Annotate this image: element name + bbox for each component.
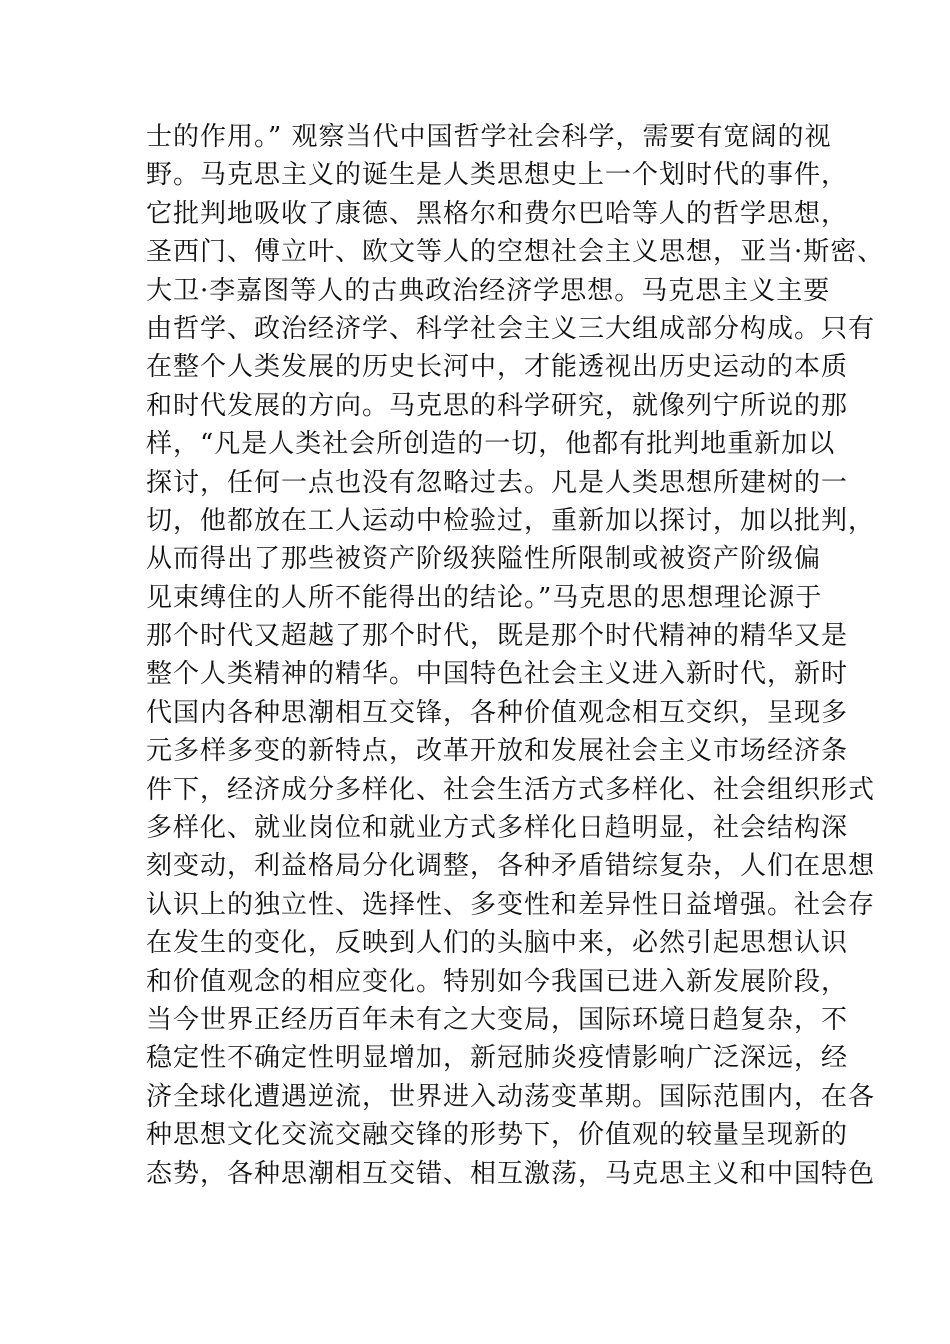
text-line: 态势，各种思潮相互交错、相互激荡，马克思主义和中国特色	[146, 1158, 876, 1189]
text-line: 济全球化遭遇逆流，世界进入动荡变革期。国际范围内，在各	[146, 1081, 876, 1112]
text-line: 多样化、就业岗位和就业方式多样化日趋明显，社会结构深	[146, 813, 849, 844]
text-line: 士的作用。” 观察当代中国哲学社会科学，需要有宽阔的视	[146, 122, 832, 152]
text-line: 种思想文化交流交融交锋的形势下，价值观的较量呈现新的	[146, 1120, 849, 1151]
text-line: 探讨，任何一点也没有忽略过去。凡是人类思想所建树的一	[146, 467, 849, 498]
text-line: 圣西门、傅立叶、欧文等人的空想社会主义思想，亚当·斯密、	[146, 237, 885, 268]
text-line: 野。马克思主义的诞生是人类思想史上一个划时代的事件，	[146, 160, 849, 191]
text-line: 样，“凡是人类社会所创造的一切，他都有批判地重新加以	[146, 429, 836, 460]
text-line: 稳定性不确定性明显增加，新冠肺炎疫情影响广泛深远，经	[146, 1043, 849, 1074]
text-line: 和价值观念的相应变化。特别如今我国已进入新发展阶段，	[146, 966, 849, 997]
text-line: 大卫·李嘉图等人的古典政治经济学思想。马克思主义主要	[146, 275, 831, 306]
text-line: 在发生的变化，反映到人们的头脑中来，必然引起思想认识	[146, 928, 849, 959]
text-line: 它批判地吸收了康德、黑格尔和费尔巴哈等人的哲学思想，	[146, 198, 849, 229]
text-line: 件下，经济成分多样化、社会生活方式多样化、社会组织形式	[146, 774, 876, 805]
body-text	[146, 118, 885, 1193]
text-line: 在整个人类发展的历史长河中，才能透视出历史运动的本质	[146, 352, 849, 383]
text-line: 和时代发展的方向。马克思的科学研究，就像列宁所说的那	[146, 390, 849, 421]
text-line: 当今世界正经历百年未有之大变局，国际环境日趋复杂，不	[146, 1004, 849, 1035]
text-line: 切，他都放在工人运动中检验过，重新加以探讨，加以批判，	[146, 505, 876, 536]
text-line: 从而得出了那些被资产阶级狭隘性所限制或被资产阶级偏	[146, 544, 822, 575]
text-line: 认识上的独立性、选择性、多变性和差异性日益增强。社会存	[146, 889, 876, 920]
text-line: 整个人类精神的精华。中国特色社会主义进入新时代，新时	[146, 659, 849, 690]
text-line: 由哲学、政治经济学、科学社会主义三大组成部分构成。只有	[146, 313, 876, 344]
text-line: 那个时代又超越了那个时代，既是那个时代精神的精华又是	[146, 621, 849, 652]
text-line: 元多样多变的新特点，改革开放和发展社会主义市场经济条	[146, 736, 849, 767]
text-line: 见束缚住的人所不能得出的结论。”马克思的思想理论源于	[146, 582, 823, 613]
text-line: 代国内各种思潮相互交锋，各种价值观念相互交织，呈现多	[146, 697, 849, 728]
text-line: 刻变动，利益格局分化调整，各种矛盾错综复杂，人们在思想	[146, 851, 876, 882]
